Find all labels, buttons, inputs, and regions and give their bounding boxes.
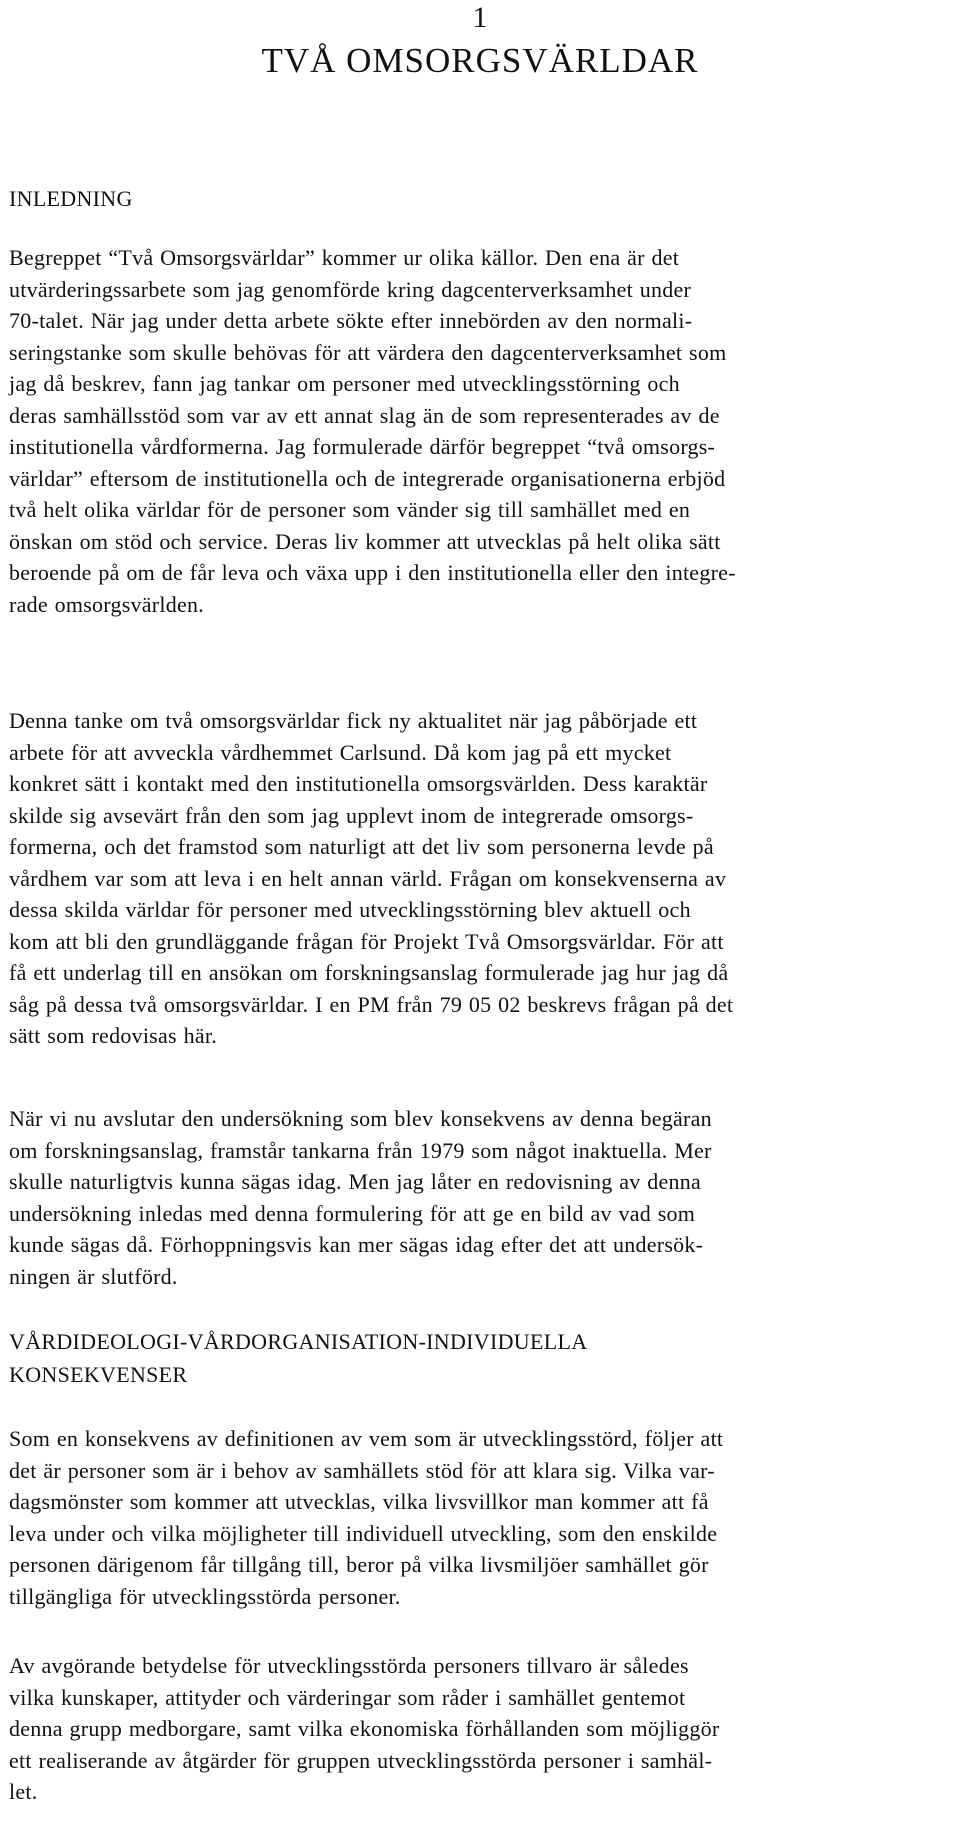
text-line: deras samhällsstöd som var av ett annat slag än de som representerades av de: [9, 402, 720, 428]
text-line: undersökning inledas med denna formulering för att ge en bild av vad som: [9, 1200, 696, 1226]
text-line: rade omsorgsvärlden.: [9, 591, 204, 617]
section-heading-inledning: INLEDNING: [9, 186, 133, 211]
text-line: Denna tanke om två omsorgsvärldar fick ny aktualitet när jag påbörjade ett: [9, 708, 698, 733]
text-line: formerna, och det framstod som naturligt att det liv som personerna levde på: [9, 834, 714, 859]
text-line: ett realiserande av åtgärder för gruppen utvecklingsstörda personer i samhäl-: [9, 1747, 713, 1773]
text-line: personen därigenom får tillgång till, beror på vilka livsmiljöer samhället gör: [9, 1552, 709, 1577]
paragraph: [9, 1103, 939, 1292]
text-line: två helt olika världar för de personer som vänder sig till samhället med en: [9, 497, 691, 522]
text-line: utvärderingssarbete som jag genomförde kring dagcenterverksamhet under: [9, 276, 692, 302]
paragraph: [9, 705, 939, 1052]
section-heading-line: KONSEKVENSER: [9, 1362, 188, 1387]
text-line: dessa skilda världar för personer med utvecklingsstörning blev aktuell och: [9, 897, 691, 922]
section-heading-vardideologi: [9, 1325, 587, 1391]
text-line: 70-talet. När jag under detta arbete sökte efter innebörden av den normali-: [9, 308, 693, 333]
text-line: önskan om stöd och service. Deras liv kommer att utvecklas på helt olika sätt: [9, 528, 721, 554]
text-line: vilka kunskaper, attityder och värderingar som råder i samhället gentemot: [9, 1684, 686, 1710]
text-line: Begreppet “Två Omsorgsvärldar” kommer ur olika källor. Den ena är det: [9, 245, 680, 270]
chapter-number: 1: [472, 1, 488, 34]
text-line: få ett underlag till en ansökan om forskningsanslag formulerade jag hur jag då: [9, 960, 729, 985]
text-line: skulle naturligtvis kunna sägas idag. Men jag låter en redovisning av denna: [9, 1169, 702, 1194]
text-line: denna grupp medborgare, samt vilka ekonomiska förhållanden som möjliggör: [9, 1716, 720, 1741]
text-line: institutionella vårdformerna. Jag formulerade därför begreppet “två omsorgs-: [9, 434, 716, 459]
text-line: dagsmönster som kommer att utvecklas, vilka livsvillkor man kommer att få: [9, 1489, 709, 1514]
paragraph: [9, 1650, 939, 1808]
text-line: kom att bli den grundläggande frågan för Projekt Två Omsorgsvärldar. För att: [9, 928, 724, 954]
section-heading-line: VÅRDIDEOLOGI-VÅRDORGANISATION-INDIVIDUELLA: [9, 1329, 588, 1354]
text-line: leva under och vilka möjligheter till individuell utveckling, som den enskilde: [9, 1520, 718, 1546]
text-line: jag då beskrev, fann jag tankar om personer med utvecklingsstörning och: [9, 371, 680, 396]
text-line: När vi nu avslutar den undersökning som blev konsekvens av denna begäran: [9, 1106, 712, 1131]
text-line: let.: [9, 1779, 38, 1804]
text-line: kunde sägas då. Förhoppningsvis kan mer sägas idag efter det att undersök-: [9, 1232, 704, 1257]
text-line: vårdhem var som att leva i en helt annan värld. Frågan om konsekvenserna av: [9, 865, 727, 891]
text-line: världar” eftersom de institutionella och de integrerade organisationerna erbjöd: [9, 465, 726, 491]
paragraph: [9, 1423, 939, 1612]
text-line: ningen är slutförd.: [9, 1263, 178, 1289]
text-line: beroende på om de får leva och växa upp i den institutionella eller den integre-: [9, 560, 736, 585]
chapter-title: TVÅ OMSORGSVÄRLDAR: [261, 41, 699, 80]
text-line: det är personer som är i behov av samhällets stöd för att klara sig. Vilka var-: [9, 1457, 715, 1483]
text-line: seringstanke som skulle behövas för att värdera den dagcenterverksamhet som: [9, 339, 727, 365]
text-line: Som en konsekvens av definitionen av vem som är utvecklingsstörd, följer att: [9, 1426, 724, 1451]
text-line: sätt som redovisas här.: [9, 1023, 217, 1048]
text-line: om forskningsanslag, framstår tankarna från 1979 som något inaktuella. Mer: [9, 1137, 712, 1163]
paragraph: [9, 242, 939, 620]
text-line: arbete för att avveckla vårdhemmet Carlsund. Då kom jag på ett mycket: [9, 739, 672, 765]
text-line: tillgängliga för utvecklingsstörda personer.: [9, 1583, 401, 1609]
text-line: konkret sätt i kontakt med den institutionella omsorgsvärlden. Dess karaktär: [9, 771, 708, 796]
text-line: skilde sig avsevärt från den som jag upplevt inom de integrerade omsorgs-: [9, 802, 694, 828]
text-line: Av avgörande betydelse för utvecklingsstörda personers tillvaro är således: [9, 1653, 689, 1678]
text-line: såg på dessa två omsorgsvärldar. I en PM från 79 05 02 beskrevs frågan på det: [9, 991, 734, 1017]
